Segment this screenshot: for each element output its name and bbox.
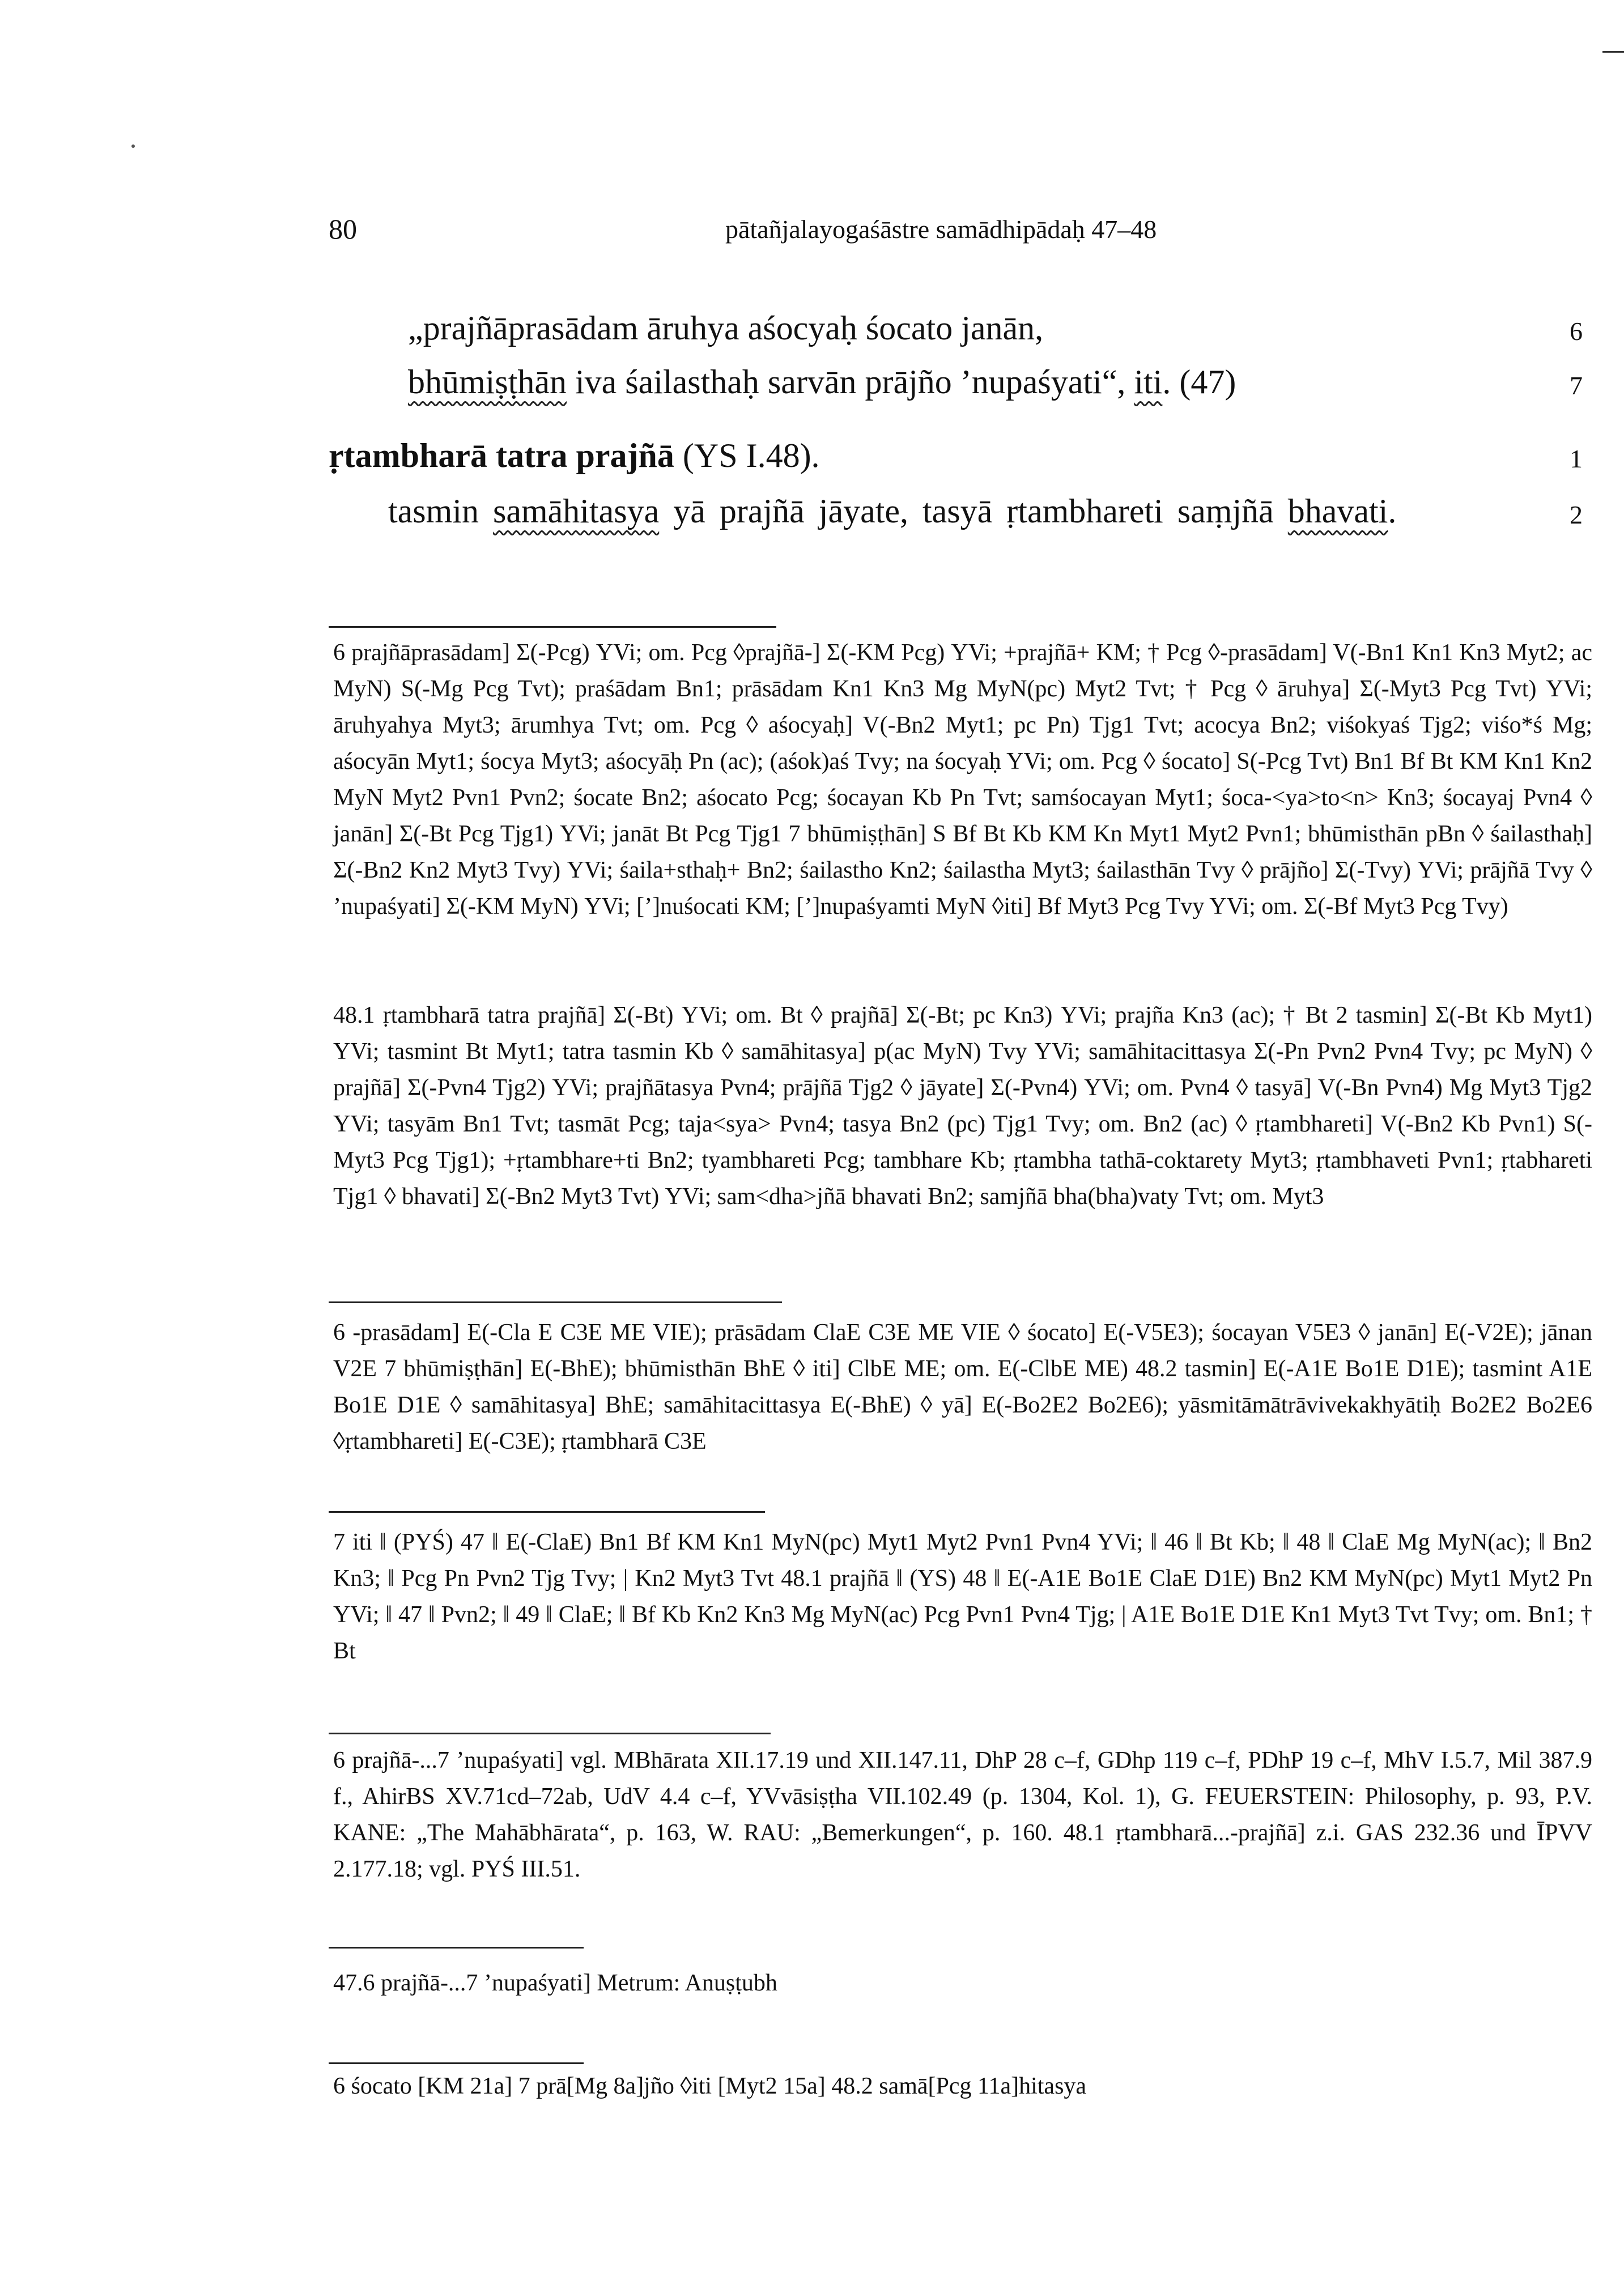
apparatus-block-parallels: 6 prajñā-...7 ’nupaśyati] vgl. MBhārata XII.17.19 und XII.147.11, DhP 28 c–f, GDhp 119 c–f, PDhP 19 c–f, MhV I.5.7, Mil 387.9 f., AhirBS XV.71cd–72ab, UdV 4.4 c–f, YVvāsiṣṭha VII.102.49 (p. 1304, Kol. 1), G. FEUERSTEIN: Philosophy, p. 93, P.V. KANE: „The Mahābhārata“, p. 163, W. RAU: „Bemerkungen“, p. 160. 48.1 ṛtambharā...-prajñā] z.i. GAS 232.36 und ĪPVV 2.177.18; vgl. PYŚ III.51. xyxy=(333,1747,1592,1882)
apparatus-block-manuscripts-47: 6 prajñāprasādam] Σ(-Pcg) YVi; om. Pcg ◊prajñā-] Σ(-KM Pcg) YVi; +prajñā+ KM; † Pcg ◊-prasādam] V(-Bn1 Kn1 Kn3 Myt2; ac MyN) S(-Mg Pcg Tvt); praśādam Bn1; prāsādam Kn1 Kn3 Mg MyN(pc) Myt2 Tvt; † Pcg ◊ āruhya] Σ(-Myt3 Pcg Tvt) YVi; āruhyahya Myt3; ārumhya Tvt; om. Pcg ◊ aśocyaḥ] V(-Bn2 Myt1; pc Pn) Tjg1 Tvt; acocya Bn2; viśokyaś Tjg2; viśo*ś Mg; aśocyān Myt1; śocya Myt3; aśocyāḥ Pn (ac); (aśok)aś Tvy; na śocyaḥ YVi; om. Pcg ◊ śocato] S(-Pcg Tvt) Bn1 Bf Bt KM Kn1 Kn2 MyN Myt2 Pvn1 Pvn2; śocate Bn2; aśocato Pcg; śocayan Kb Pn Tvt; samśocayan Myt1; śoca-<ya>to<n> Kn3; śocayaj Pvn4 ◊ janān] Σ(-Bt Pcg Tjg1) YVi; janāt Bt Pcg Tjg1 7 bhūmiṣṭhān] S Bf Bt Kb KM Kn Myt1 Myt2 Pvn1; bhūmisthān pBn ◊ śailasthaḥ] Σ(-Bn2 Kn2 Myt3 Tvy) YVi; śaila+sthaḥ+ Bn2; śailastho Kn2; śailastha Myt3; śailasthān Tvy ◊ prājño] Σ(-Tvy) YVi; prājñā Tvy ◊ ’nupaśyati] Σ(-KM MyN) YVi; [’]nuśocati KM; [’]nupaśyamti MyN ◊iti] Bf Myt3 Pcg Tvy YVi; om. Σ(-Bf Myt3 Pcg Tvy) xyxy=(333,640,1592,920)
variant-marked-word: bhavati xyxy=(1287,492,1388,530)
verse-line-2 xyxy=(408,363,1236,402)
scan-dot xyxy=(131,144,135,148)
commentary-text: yā prajñā jāyate, tasyā ṛtambhareti saṃjñā xyxy=(659,492,1288,530)
variant-marked-word: samāhitasya xyxy=(493,492,660,530)
apparatus-rule xyxy=(329,2062,584,2064)
apparatus-block-colophons: 7 iti ‖ (PYŚ) 47 ‖ E(-ClaE) Bn1 Bf KM Kn1 MyN(pc) Myt1 Myt2 Pvn1 Pvn4 YVi; ‖ 46 ‖ Bt Kb; ‖ 48 ‖ ClaE Mg MyN(ac); ‖ Bn2 Kn3; ‖ Pcg Pn Pvn2 Tjg Tvy; | Kn2 Myt3 Tvt 48.1 prajñā ‖ (YS) 48 ‖ E(-A1E Bo1E ClaE D1E) Bn2 KM MyN(pc) Myt1 Myt2 Pn YVi; ‖ 47 ‖ Pvn2; ‖ 49 ‖ ClaE; ‖ Bf Kb Kn2 Kn3 Mg MyN(ac) Pcg Pvn1 Pvn4 Tjg; | A1E Bo1E D1E Kn1 Myt3 Tvt Tvy; om. Bn1; † Bt xyxy=(333,1529,1592,1664)
line-number: 6 xyxy=(1570,317,1583,346)
verse-text: . (47) xyxy=(1162,363,1236,401)
page-number: 80 xyxy=(329,213,357,245)
commentary-line xyxy=(388,492,1396,531)
sutra-line xyxy=(329,436,820,475)
commentary-text: . xyxy=(1388,492,1397,530)
variant-marked-word: bhūmiṣṭhān xyxy=(408,363,567,401)
apparatus-block-folios: 6 śocato [KM 21a] 7 prā[Mg 8a]jño ◊iti [Myt2 15a] 48.2 samā[Pcg 11a]hitasya xyxy=(333,2073,1087,2099)
edge-mark xyxy=(1602,51,1624,53)
apparatus-block-metre: 47.6 prajñā-...7 ’nupaśyati] Metrum: Anuṣṭubh xyxy=(333,1970,777,1996)
verse-text: iva śailasthaḥ sarvān prājño ’nupaśyati“, xyxy=(567,363,1134,401)
apparatus-block-editions: 6 -prasādam] E(-Cla E C3E ME VIE); prāsādam ClaE C3E ME VIE ◊ śocato] E(-V5E3); śocayan V5E3 ◊ janān] E(-V2E); jānan V2E 7 bhūmiṣṭhān] E(-BhE); bhūmisthān BhE ◊ iti] ClbE ME; om. E(-ClbE ME) 48.2 tasmin] E(-A1E Bo1E D1E); tasmint A1E Bo1E D1E ◊ samāhitasya] BhE; samāhitacittasya E(-BhE) ◊ yā] E(-Bo2E2 Bo2E6); yāsmitāmātrāvivekakhyātiḥ Bo2E2 Bo2E6 ◊ṛtambhareti] E(-C3E); ṛtambharā C3E xyxy=(333,1320,1592,1454)
line-number: 2 xyxy=(1570,500,1583,529)
verse-line-1: „prajñāprasādam āruhya aśocyaḥ śocato janān, xyxy=(408,309,1044,347)
apparatus-rule xyxy=(329,1511,765,1513)
apparatus-rule xyxy=(329,1301,782,1303)
sutra-text: ṛtambharā tatra prajñā xyxy=(329,437,674,474)
apparatus-rule xyxy=(329,1947,584,1949)
sutra-reference: (YS I.48). xyxy=(682,437,820,474)
line-number: 7 xyxy=(1570,371,1583,400)
apparatus-rule xyxy=(329,1733,771,1734)
apparatus-block-manuscripts-48: 48.1 ṛtambharā tatra prajñā] Σ(-Bt) YVi; om. Bt ◊ prajñā] Σ(-Bt; pc Kn3) YVi; prajña Kn3 (ac); † Bt 2 tasmin] Σ(-Bt Kb Myt1) YVi; tasmint Bt Myt1; tatra tasmin Kb ◊ samāhitasya] p(ac MyN) Tvy YVi; samāhitacittasya Σ(-Pn Pvn2 Pvn4 Tvy; pc MyN) ◊ prajñā] Σ(-Pvn4 Tjg2) YVi; prajñātasya Pvn4; prājñā Tjg2 ◊ jāyate] Σ(-Pvn4) YVi; om. Pvn4 ◊ tasyā] V(-Bn Pvn4) Mg Myt3 Tjg2 YVi; tasyām Bn1 Tvt; tasmāt Pcg; taja<sya> Pvn4; tasya Bn2 (pc) Tjg1 Tvy; om. Bn2 (ac) ◊ ṛtambhareti] V(-Bn2 Kb Pvn1) S(-Myt3 Pcg Tjg1); +ṛtambhare+ti Bn2; tyambhareti Pcg; tambhare Kb; ṛtambha tathā-coktarety Myt3; ṛtambhaveti Pvn1; ṛtabhareti Tjg1 ◊ bhavati] Σ(-Bn2 Myt3 Tvt) YVi; sam<dha>jñā bhavati Bn2; samjñā bha(bha)vaty Tvt; om. Myt3 xyxy=(333,1002,1592,1210)
variant-marked-word: iti xyxy=(1134,363,1163,401)
commentary-text: tasmin xyxy=(388,492,493,530)
line-number: 1 xyxy=(1570,444,1583,473)
apparatus-rule xyxy=(329,626,776,628)
running-head: pātañjalayogaśāstre samādhipādaḥ 47–48 xyxy=(725,215,1157,244)
